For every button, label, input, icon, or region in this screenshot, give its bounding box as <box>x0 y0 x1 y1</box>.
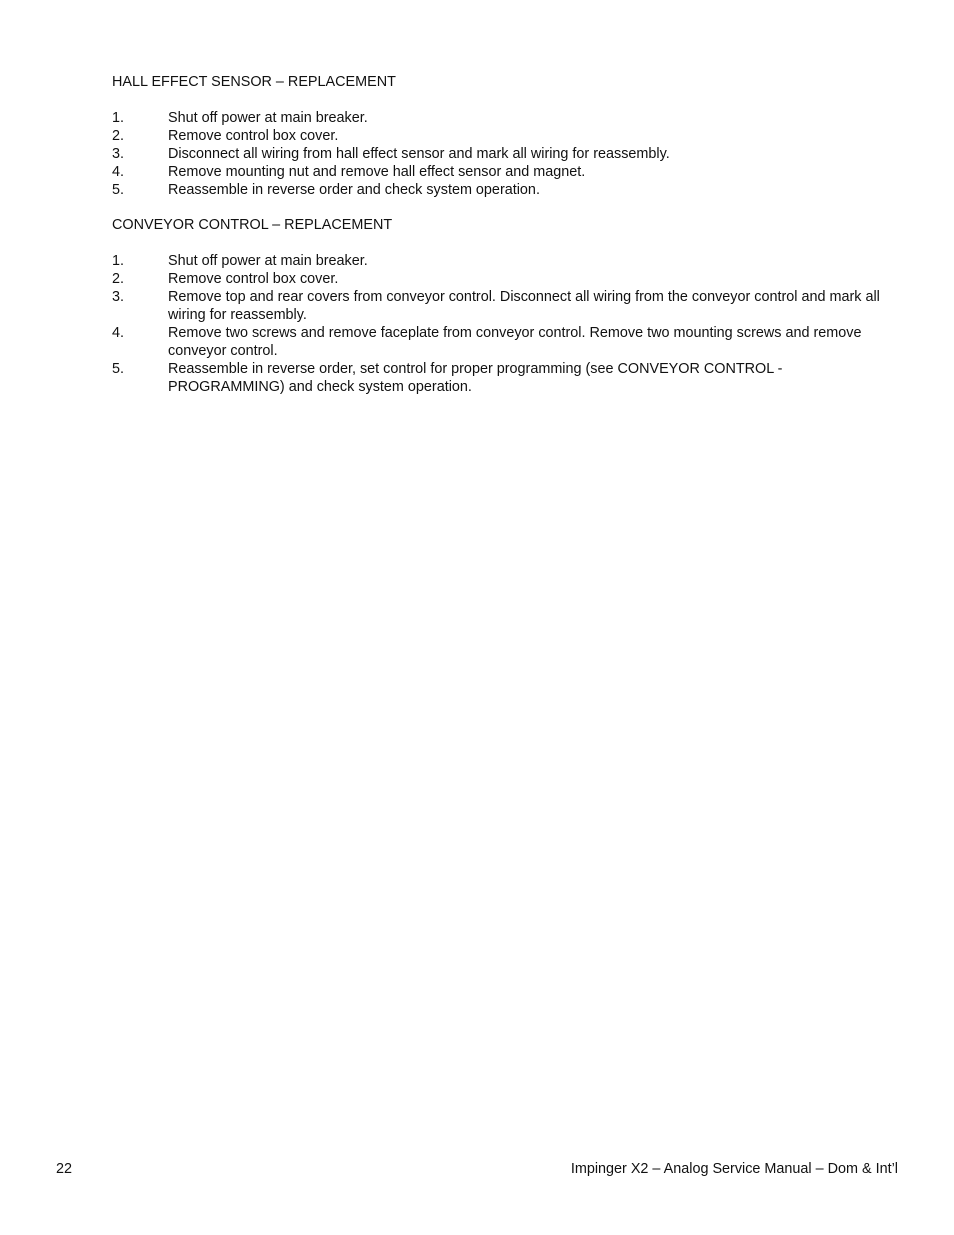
step-item <box>112 127 892 145</box>
step-item <box>112 252 892 270</box>
step-number: 4. <box>112 164 125 180</box>
step-text: Disconnect all wiring from hall effect sensor and mark all wiring for reassembly. <box>168 146 670 162</box>
manual-title: Impinger X2 – Analog Service Manual – Dom & Int’l <box>570 1161 898 1177</box>
step-number: 5. <box>112 182 125 198</box>
section-title: CONVEYOR CONTROL – REPLACEMENT <box>112 217 393 233</box>
step-item <box>112 360 892 396</box>
section-conveyor-control-replacement <box>112 216 892 396</box>
step-text: Reassemble in reverse order and check system operation. <box>168 182 540 198</box>
step-item <box>112 145 892 163</box>
step-item <box>112 270 892 288</box>
page-footer <box>56 1160 898 1178</box>
step-text: Remove top and rear covers from conveyor control. Disconnect all wiring from the conveyor control and mark all wiring for reassembly. <box>168 289 880 323</box>
step-text: Remove mounting nut and remove hall effect sensor and magnet. <box>168 164 586 180</box>
step-number: 1. <box>112 253 125 269</box>
step-list <box>112 109 892 199</box>
step-text: Reassemble in reverse order, set control for proper programming (see CONVEYOR CONTROL - PROGRAMMING) and check system operation. <box>168 361 783 395</box>
step-number: 4. <box>112 325 125 341</box>
section-title: HALL EFFECT SENSOR – REPLACEMENT <box>112 74 396 90</box>
step-number: 2. <box>112 271 125 287</box>
step-list <box>112 252 892 396</box>
step-number: 3. <box>112 146 125 162</box>
step-item <box>112 324 892 360</box>
section-hall-effect-sensor-replacement <box>112 73 892 199</box>
step-text: Remove control box cover. <box>168 128 339 144</box>
step-text: Shut off power at main breaker. <box>168 253 368 269</box>
step-text: Shut off power at main breaker. <box>168 110 368 126</box>
step-number: 2. <box>112 128 125 144</box>
step-number: 1. <box>112 110 125 126</box>
step-text: Remove control box cover. <box>168 271 339 287</box>
step-number: 3. <box>112 289 125 305</box>
step-number: 5. <box>112 361 125 377</box>
step-text: Remove two screws and remove faceplate from conveyor control. Remove two mounting screws and remove conveyor control. <box>168 325 862 359</box>
step-item <box>112 181 892 199</box>
step-item <box>112 163 892 181</box>
page-number: 22 <box>56 1161 73 1177</box>
step-item <box>112 288 892 324</box>
step-item <box>112 109 892 127</box>
